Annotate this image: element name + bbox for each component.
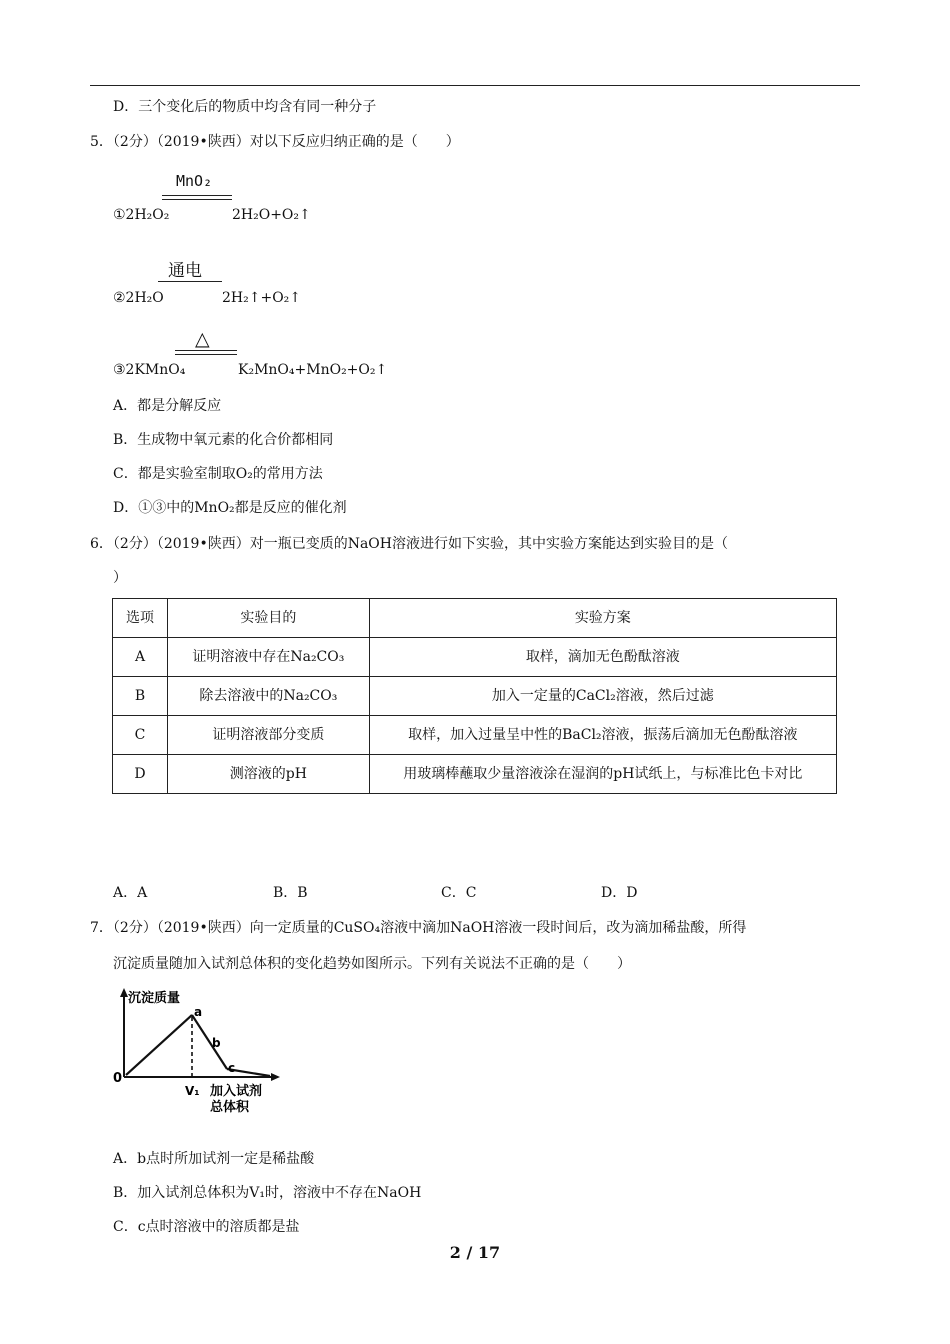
- q7-stem-line1: 7．（2分）（2019•陕西）向一定质量的CuSO₄溶液中滴加NaOH溶液一段时间后，改为滴加稀盐酸，所得: [90, 920, 747, 936]
- v1-label: V₁: [185, 1084, 200, 1098]
- table-row: [113, 677, 837, 716]
- table-row: [113, 716, 837, 755]
- eq1-condition-line: [162, 195, 232, 196]
- q5-stem: 5．（2分）（2019•陕西）对以下反应归纳正确的是（ ）: [90, 134, 460, 150]
- table-cell: 除去溶液中的Na₂CO₃: [168, 677, 370, 716]
- y-axis-label: 沉淀质量: [128, 991, 181, 1006]
- eq2-right: 2H₂↑+O₂↑: [222, 290, 302, 306]
- q7-stem-line2: 沉淀质量随加入试剂总体积的变化趋势如图所示。下列有关说法不正确的是（ ）: [113, 956, 631, 972]
- q7-option-b: B．加入试剂总体积为V₁时，溶液中不存在NaOH: [113, 1185, 422, 1201]
- eq1-left: ①2H₂O₂: [113, 207, 170, 223]
- table-header-row: [113, 599, 837, 638]
- q6-answer-d: D．D: [601, 885, 638, 901]
- table-cell: 取样，加入过量呈中性的BaCl₂溶液，振荡后滴加无色酚酞溶液: [369, 716, 836, 755]
- eq3-condition-line2: [175, 354, 237, 355]
- eq3-condition: △: [195, 328, 210, 350]
- table-cell: 用玻璃棒蘸取少量溶液涂在湿润的pH试纸上，与标准比色卡对比: [369, 755, 836, 794]
- point-c-label: c: [228, 1061, 236, 1075]
- precipitate-graph: [110, 985, 300, 1120]
- table-cell: A: [113, 638, 168, 677]
- x-axis-label-2: 总体积: [210, 1100, 250, 1115]
- table-row: [113, 638, 837, 677]
- x-axis-arrow-icon: [271, 1073, 280, 1081]
- q5-option-b: B．生成物中氧元素的化合价都相同: [113, 432, 334, 448]
- table-header-cell: 实验方案: [369, 599, 836, 638]
- eq2-condition-line: [158, 281, 222, 282]
- q6-answer-c: C．C: [441, 885, 477, 901]
- q5-option-a: A．都是分解反应: [113, 398, 222, 414]
- eq1-right: 2H₂O+O₂↑: [232, 207, 311, 223]
- eq2-left: ②2H₂O: [113, 290, 164, 306]
- table-cell: D: [113, 755, 168, 794]
- eq1-condition-line2: [162, 199, 232, 200]
- q5-option-d: D．①③中的MnO₂都是反应的催化剂: [113, 500, 347, 516]
- q6-answer-b: B．B: [273, 885, 308, 901]
- y-axis-arrow-icon: [120, 988, 128, 997]
- eq3-condition-line: [175, 350, 237, 351]
- page-number: 2 / 17: [449, 1243, 501, 1262]
- origin-label: 0: [113, 1071, 123, 1086]
- curve-rise: [126, 1015, 192, 1075]
- q4-option-d: D．三个变化后的物质中均含有同一种分子: [113, 99, 377, 115]
- header-rule: [90, 85, 860, 86]
- table-cell: 取样，滴加无色酚酞溶液: [369, 638, 836, 677]
- point-b-label: b: [212, 1036, 221, 1050]
- eq2-condition: 通电: [168, 261, 202, 281]
- q6-stem-line1: 6．（2分）（2019•陕西）对一瓶已变质的NaOH溶液进行如下实验，其中实验方案能达到实验目的是（: [90, 536, 728, 552]
- table-cell: 测溶液的pH: [168, 755, 370, 794]
- table-header-cell: 选项: [113, 599, 168, 638]
- table-cell: 加入一定量的CaCl₂溶液，然后过滤: [369, 677, 836, 716]
- eq3-right: K₂MnO₄+MnO₂+O₂↑: [238, 362, 388, 378]
- table-cell: C: [113, 716, 168, 755]
- q7-option-c: C．c点时溶液中的溶质都是盐: [113, 1219, 300, 1235]
- q6-answer-a: A．A: [113, 885, 148, 901]
- q7-option-a: A．b点时所加试剂一定是稀盐酸: [113, 1151, 315, 1167]
- table-cell: B: [113, 677, 168, 716]
- eq1-condition: MnO₂: [176, 172, 213, 190]
- table-cell: 证明溶液部分变质: [168, 716, 370, 755]
- curve-fall: [192, 1015, 227, 1069]
- experiment-table: [112, 598, 837, 794]
- q6-stem-line2: ）: [113, 570, 127, 586]
- q5-option-c: C．都是实验室制取O₂的常用方法: [113, 466, 323, 482]
- point-a-label: a: [194, 1005, 203, 1019]
- table-cell: 证明溶液中存在Na₂CO₃: [168, 638, 370, 677]
- table-header-cell: 实验目的: [168, 599, 370, 638]
- eq3-left: ③2KMnO₄: [113, 362, 186, 378]
- table-row: [113, 755, 837, 794]
- x-axis-label-1: 加入试剂: [210, 1084, 263, 1099]
